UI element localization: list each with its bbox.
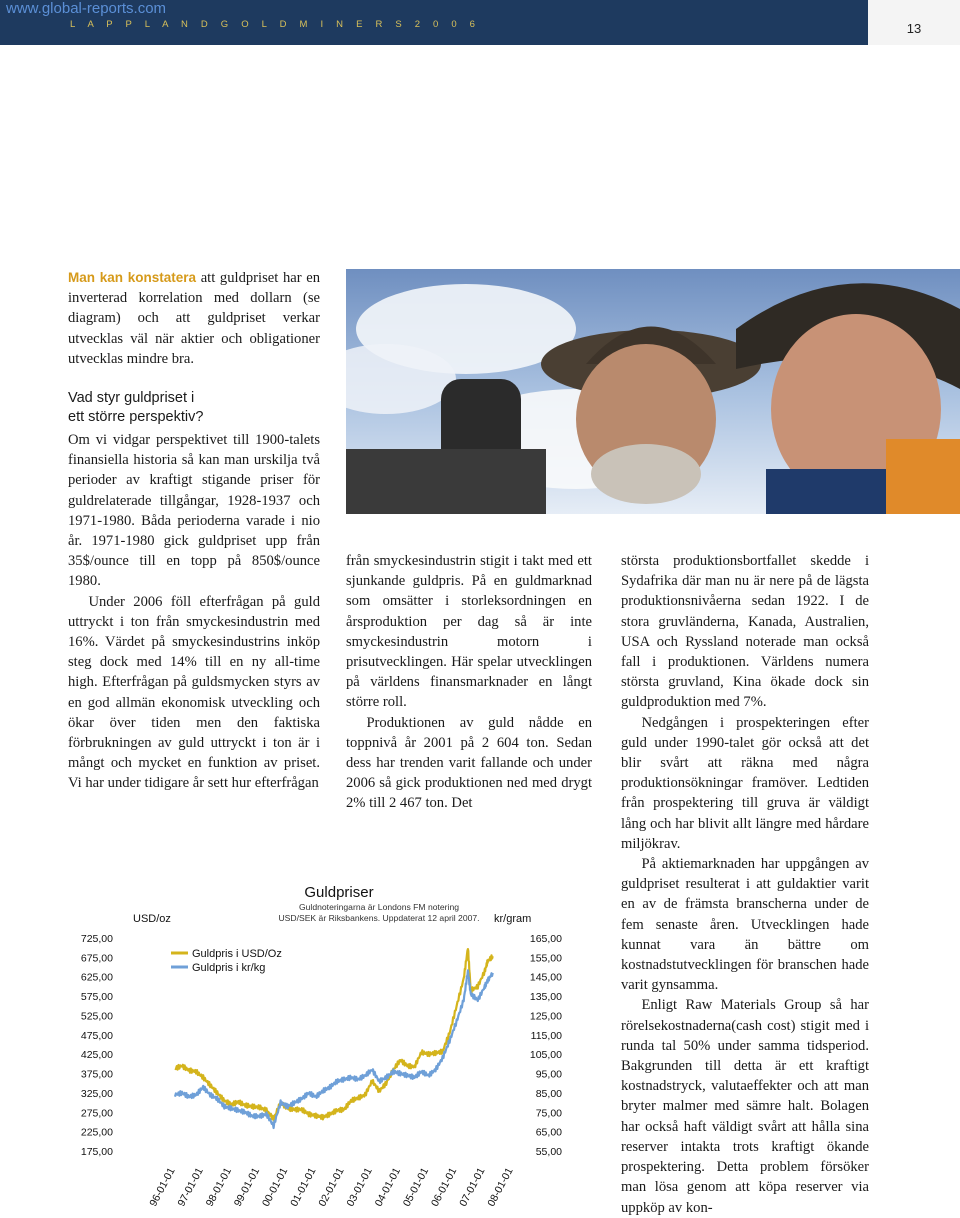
paragraph: Enligt Raw Materials Group så har rörelsekostnaderna(cash cost) stigit med i runda tal 50% under samma tidsperiod. Bakgrunden till detta är ett kraftigt kostnadstryck, valutaeffekter och att man bryter malmer med sämre halt. Bolagen har också haft väldigt svårt att hålla sina reserver intakta trots kraftigt ökande prospektering. Detta problem försöker man lösa genom att köpa reserver via uppköp av kon- (621, 997, 869, 1216)
legend-label-usd: Guldpris i USD/Oz (192, 948, 282, 960)
y-right-tick-label: 75,00 (535, 1107, 562, 1120)
publication-title: L A P P L A N D G O L D M I N E R S 2 0 0 6 (70, 19, 481, 30)
paragraph: Nedgången i prospekteringen efter guld under 1990-talet gör också att det blir svårt att räkna med några produktionsökningar framöver. Ledtiden från prospektering till gruva är väldigt lång och har blivit allt längre med hårdare miljökrav. (621, 714, 869, 852)
series-line-usd (175, 949, 493, 1120)
y-right-tick-label: 125,00 (529, 1010, 562, 1023)
page-number-box (868, 0, 960, 45)
x-tick-label: 05-01-01 (400, 1165, 432, 1209)
x-tick-label: 96-01-01 (147, 1165, 178, 1209)
y-left-tick-label: 425,00 (80, 1049, 113, 1062)
page-number: 13 (906, 21, 922, 36)
paragraph: På aktiemarknaden har uppgången av guldpriset resulterat i att guldaktier varit en av de främsta branscherna under de fem senaste åren. Utvecklingen hade kunnat vara än bättre om kostnadstutvecklingen för branschen hade varit gynsamma. (621, 856, 869, 994)
y-left-tick-label: 625,00 (80, 971, 113, 984)
subheading-line-2: ett större perspektiv? (68, 409, 204, 426)
chart-subtitle-line-2: USD/SEK är Riksbankens. Uppdaterat 12 april 2007. (278, 913, 480, 923)
y-right-tick-label: 85,00 (535, 1087, 562, 1100)
y-axis-right-ticks (530, 933, 562, 1158)
y-axis-right-label: kr/gram (494, 913, 532, 925)
x-axis-ticks (147, 1166, 515, 1209)
chart-subtitle-line-1: Guldnoteringarna är Londons FM notering (298, 902, 460, 912)
x-tick-label: 02-01-01 (316, 1165, 347, 1209)
article-column-2 (346, 551, 592, 814)
y-axis-left-ticks (81, 933, 113, 1158)
photo-illustration (346, 269, 960, 514)
photo-two-geologists (346, 269, 960, 514)
chart-legend (171, 948, 282, 974)
paragraph: Under 2006 föll efterfrågan på guld uttryckt i ton från smyckesindustrin med 16%. Värdet på smyckesindustrins inköp steg dock med 14% till en ny all-time high. Efterfrågan på guldsmycken styrs av en god allmän ekonomisk utveckling och ökar över tiden men den faktiska förbrukningen av guld uttryckt i ton är i mångt och mycket en funktion av priset. Vi har under tidigare år sett hur efterfrågan (68, 593, 320, 792)
article-column-1 (68, 268, 320, 794)
x-tick-label: 08-01-01 (485, 1165, 516, 1209)
y-left-tick-label: 475,00 (80, 1029, 113, 1042)
y-right-tick-label: 115,00 (530, 1029, 562, 1042)
y-left-tick-label: 575,00 (80, 991, 113, 1004)
y-left-tick-label: 175,00 (80, 1146, 113, 1158)
y-left-tick-label: 725,00 (80, 933, 113, 945)
y-right-tick-label: 105,00 (529, 1049, 562, 1062)
intro-paragraph (68, 268, 320, 369)
x-tick-label: 98-01-01 (203, 1165, 234, 1209)
gold-price-chart (60, 874, 620, 1214)
y-right-tick-label: 145,00 (529, 971, 562, 984)
x-tick-label: 06-01-01 (428, 1165, 460, 1209)
y-right-tick-label: 95,00 (535, 1068, 562, 1081)
paragraph: från smyckesindustrin stigit i takt med ett sjunkande guldpris. På en guldmarknad som omsätter i storleksordningen en årsproduktion per dag så är inte smyckesindustrin motorn i prisutvecklingen. Här spelar utvecklingen på världens finansmarknader en långt större roll. (346, 553, 592, 711)
y-right-tick-label: 65,00 (535, 1126, 562, 1139)
x-tick-label: 97-01-01 (175, 1165, 206, 1209)
y-right-tick-label: 135,00 (529, 991, 562, 1004)
subheading-line-1: Vad styr guldpriset i (68, 390, 195, 407)
x-tick-label: 99-01-01 (231, 1165, 263, 1209)
x-tick-label: 00-01-01 (259, 1165, 291, 1209)
paragraph: Om vi vidgar perspektivet till 1900-talets finansiella historia så kan man urskilja två perioder av kraftigt stigande priser för guldrelaterade tillgångar, 1928-1937 och 1971-1980. Båda perioderna varade i nio år. 1971-1980 gick guldpriset upp från 35$/ounce till en topp på 850$/ounce 1980. (68, 432, 320, 590)
x-tick-label: 07-01-01 (457, 1165, 488, 1209)
y-left-tick-label: 325,00 (80, 1087, 113, 1100)
y-axis-left-label: USD/oz (133, 913, 171, 925)
intro-text: att guldpriset har en inverterad korrelation med dollarn (se diagram) och att guldpriset verkar utvecklas väl när aktier och obligationer utvecklas mindre bra. (68, 270, 320, 367)
subheading (68, 389, 320, 427)
lead-in: Man kan konstatera (68, 270, 197, 285)
y-left-tick-label: 675,00 (80, 952, 113, 965)
x-tick-label: 01-01-01 (288, 1165, 319, 1209)
series-line-sek (175, 970, 493, 1128)
chart-title: Guldpriser (304, 884, 374, 901)
legend-label-sek: Guldpris i kr/kg (192, 962, 266, 974)
x-tick-label: 04-01-01 (372, 1165, 403, 1209)
y-right-tick-label: 55,00 (535, 1146, 562, 1158)
paragraph: största produktionsbortfallet skedde i Sydafrika där man nu är nere på de lägsta produktionsnivåerna sedan 1922. I de stora gruvländerna, Kanada, Australien, USA och Ryssland noterade man också fall i produktionen. Världens numera största gruvland, Kina ökade dock sin guldproduktion med 7%. (621, 553, 869, 711)
y-right-tick-label: 155,00 (529, 952, 562, 965)
watermark-link[interactable]: www.global-reports.com (6, 0, 167, 17)
paragraph: Produktionen av guld nådde en toppnivå år 2001 på 2 604 ton. Sedan dess har trenden varit fallande och under 2006 så gick produktionen ned med drygt 2% till 2 467 ton. Det (346, 714, 592, 812)
article-column-3 (621, 551, 869, 1218)
y-left-tick-label: 525,00 (80, 1010, 113, 1023)
y-left-tick-label: 225,00 (80, 1126, 113, 1139)
y-left-tick-label: 375,00 (80, 1068, 113, 1081)
y-right-tick-label: 165,00 (529, 933, 562, 945)
y-left-tick-label: 275,00 (80, 1107, 113, 1120)
series-layer (175, 949, 493, 1128)
x-tick-label: 03-01-01 (344, 1165, 375, 1209)
